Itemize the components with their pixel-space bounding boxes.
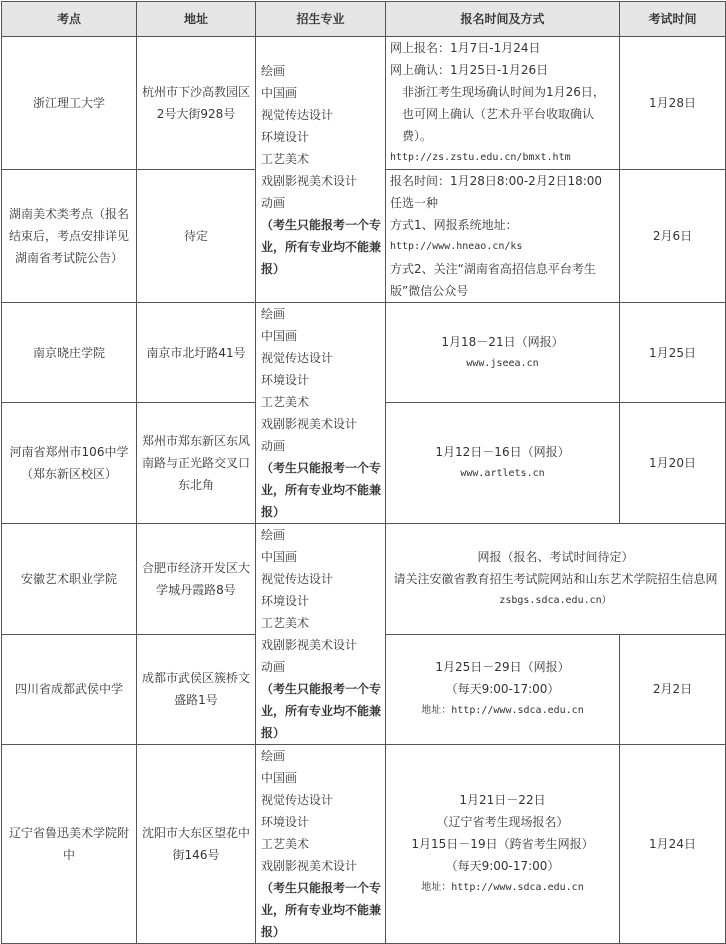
reg-line: （每天9:00-17:00） (445, 859, 560, 873)
major-item: 绘画 (261, 749, 286, 763)
site-cell: 浙江理工大学 (2, 37, 137, 170)
reg-line: 网报（报名、考试时间待定） (477, 549, 634, 564)
exam-date-cell: 1月28日 (620, 37, 726, 170)
reg-line: （辽宁省考生现场报名） (436, 815, 569, 829)
major-item: 中国画 (261, 329, 298, 343)
reg-url[interactable]: http://www.hneao.cn/ks (390, 241, 523, 252)
site-cell: 四川省成都武侯中学 (2, 634, 137, 745)
site-cell: 南京晓庄学院 (2, 303, 137, 403)
exam-table (1, 1, 726, 944)
header-site: 考点 (2, 2, 137, 37)
reg-line: 报名时间：1月28日8:00-2月2日18:00 (390, 174, 603, 188)
major-item: 戏剧影视美术设计 (261, 638, 358, 652)
address-cell: 合肥市经济开发区大学城丹霞路8号 (137, 524, 256, 635)
major-item: 工艺美术 (261, 395, 310, 409)
major-item: 戏剧影视美术设计 (261, 859, 358, 873)
registration-cell (386, 524, 726, 635)
registration-cell (386, 634, 620, 745)
reg-line: （每天9:00-17:00） (445, 682, 560, 697)
reg-url[interactable]: zsbgs.sdca.edu.cn） (499, 594, 612, 606)
address-cell: 沈阳市大东区望花中街146号 (137, 745, 256, 944)
table-row (2, 37, 726, 170)
address-cell: 郑州市郑东新区东风南路与正光路交叉口东北角 (137, 403, 256, 524)
major-item: 视觉传达设计 (261, 107, 334, 122)
reg-line: 方式2、关注“湖南省高招信息平台考生版”微信公众号 (390, 262, 596, 298)
major-item: 视觉传达设计 (261, 793, 334, 807)
major-item: 动画 (261, 660, 286, 674)
exam-date-cell: 1月25日 (620, 303, 726, 403)
reg-line: 网上确认：1月25日-1月26日 (390, 63, 549, 77)
major-note: （考生只能报考一个专业，所有专业均不能兼报） (261, 881, 382, 939)
majors-cell (256, 37, 386, 303)
major-item: 中国画 (261, 771, 298, 785)
major-item: 戏剧影视美术设计 (261, 173, 358, 188)
exam-date-cell: 1月24日 (620, 745, 726, 944)
reg-line: 1月15日－19日（跨省考生网报） (411, 837, 594, 851)
header-registration: 报名时间及方式 (386, 2, 620, 37)
major-item: 环境设计 (261, 129, 310, 144)
majors-cell (256, 745, 386, 944)
major-item: 绘画 (261, 528, 286, 542)
major-item: 戏剧影视美术设计 (261, 417, 358, 431)
exam-date-cell: 2月2日 (620, 634, 726, 745)
reg-line: 1月21日－22日 (459, 793, 546, 807)
major-note: （考生只能报考一个专业，所有专业均不能兼报） (261, 217, 382, 276)
major-item: 动画 (261, 439, 286, 453)
table-row (2, 745, 726, 944)
reg-url[interactable]: www.artlets.cn (460, 468, 545, 480)
site-cell: 河南省郑州市106中学（郑东新区校区） (2, 403, 137, 524)
major-note: （考生只能报考一个专业，所有专业均不能兼报） (261, 461, 382, 519)
reg-line: 网上报名：1月7日-1月24日 (390, 41, 541, 55)
major-item: 环境设计 (261, 594, 310, 608)
major-item: 工艺美术 (261, 616, 310, 630)
header-address: 地址 (137, 2, 256, 37)
major-item: 工艺美术 (261, 837, 310, 851)
major-item: 中国画 (261, 550, 298, 564)
major-note: （考生只能报考一个专业，所有专业均不能兼报） (261, 682, 382, 740)
table-row (2, 524, 726, 635)
address-cell: 杭州市下沙高教园区2号大街928号 (137, 37, 256, 170)
major-item: 工艺美术 (261, 151, 310, 166)
major-item: 环境设计 (261, 373, 310, 387)
site-cell: 辽宁省鲁迅美术学院附中 (2, 745, 137, 944)
major-item: 视觉传达设计 (261, 572, 334, 586)
major-item: 绘画 (261, 63, 286, 78)
address-cell: 南京市北圩路41号 (137, 303, 256, 403)
registration-cell (386, 303, 620, 403)
major-item: 视觉传达设计 (261, 351, 334, 365)
registration-cell (386, 745, 620, 944)
registration-cell (386, 170, 620, 303)
reg-url[interactable]: 地址：http://www.sdca.edu.cn (421, 882, 584, 893)
address-cell: 成都市武侯区簇桥文盛路1号 (137, 634, 256, 745)
registration-cell (386, 403, 620, 524)
reg-url[interactable]: 地址：http://www.sdca.edu.cn (421, 705, 584, 717)
major-item: 环境设计 (261, 815, 310, 829)
reg-line: 非浙江考生现场确认时间为1月26日，也可网上确认（艺术升平台收取确认费）。 (402, 85, 605, 143)
major-item: 绘画 (261, 307, 286, 321)
reg-line: 请关注安徽省教育招生考试院网站和山东艺术学院招生信息网 (393, 571, 718, 586)
reg-line: 任选一种 (390, 196, 439, 210)
reg-line: 方式1、网报系统地址： (390, 218, 518, 232)
major-item: 中国画 (261, 85, 298, 100)
reg-url[interactable]: www.jseea.cn (466, 357, 539, 369)
header-exam-date: 考试时间 (620, 2, 726, 37)
reg-line: 1月18－21日（网报） (441, 334, 564, 349)
reg-url[interactable]: http://zs.zstu.edu.cn/bmxt.htm (390, 152, 571, 163)
registration-cell (386, 37, 620, 170)
reg-line: 1月25日－29日（网报） (435, 660, 570, 675)
majors-cell (256, 303, 386, 524)
majors-cell (256, 524, 386, 745)
address-cell: 待定 (137, 170, 256, 303)
table-row (2, 303, 726, 403)
reg-line: 1月12日－16日（网报） (435, 445, 570, 460)
exam-date-cell: 1月20日 (620, 403, 726, 524)
site-cell: 湖南美术类考点（报名结束后，考点安排详见湖南省考试院公告） (2, 170, 137, 303)
major-item: 动画 (261, 195, 286, 210)
exam-date-cell: 2月6日 (620, 170, 726, 303)
site-cell: 安徽艺术职业学院 (2, 524, 137, 635)
header-majors: 招生专业 (256, 2, 386, 37)
header-row (2, 2, 726, 37)
